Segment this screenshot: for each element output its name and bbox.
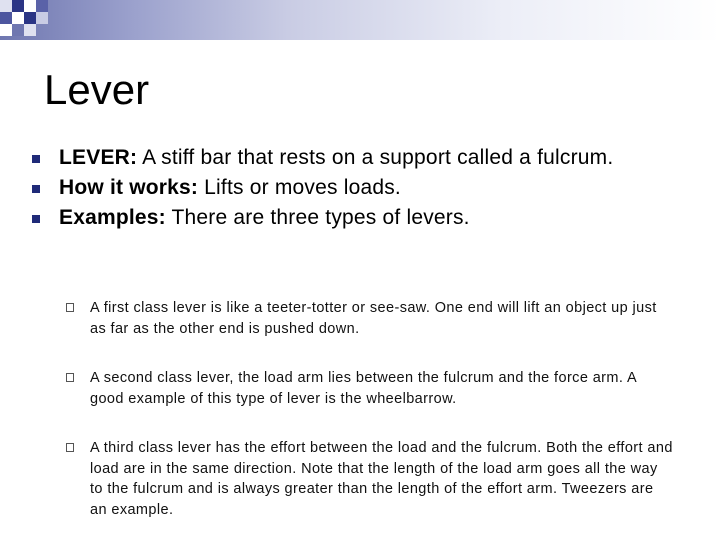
square-bullet-icon [32,155,40,163]
sub-bullet-item [84,368,674,409]
slide-title: Lever [44,66,150,113]
bullet-text: There are three types of levers. [165,206,470,229]
sub-bullet-text: A second class lever, the load arm lies between the fulcrum and the force arm. A good example of this type of lever is the wheelbarrow. [90,370,637,407]
empty-box-icon [66,373,74,382]
checker-decoration [0,0,56,40]
bullet-term: How it works: [59,176,199,199]
bullet-term: Examples: [59,206,166,229]
bullet-text: A stiff bar that rests on a support called a fulcrum. [137,146,614,169]
main-bullet-list [32,143,672,233]
bullet-item [32,143,672,173]
bullet-text: Lifts or moves loads. [198,176,401,199]
sub-bullet-list [84,298,674,549]
bullet-item [32,173,672,203]
empty-box-icon [66,303,74,312]
empty-box-icon [66,443,74,452]
bullet-term: LEVER: [59,146,138,169]
square-bullet-icon [32,215,40,223]
header-band [0,0,720,40]
square-bullet-icon [32,185,40,193]
sub-bullet-item [84,438,674,520]
sub-bullet-item [84,298,674,339]
sub-bullet-text: A first class lever is like a teeter-totter or see-saw. One end will lift an object up just as far as the other end is pushed down. [90,300,657,337]
bullet-item [32,203,672,233]
sub-bullet-text: A third class lever has the effort between the load and the fulcrum. Both the effort and load are in the same direction. Note that the length of the load arm goes all the way to the fulcrum and is always greater than the length of the effort arm. Tweezers are an example. [90,440,673,518]
